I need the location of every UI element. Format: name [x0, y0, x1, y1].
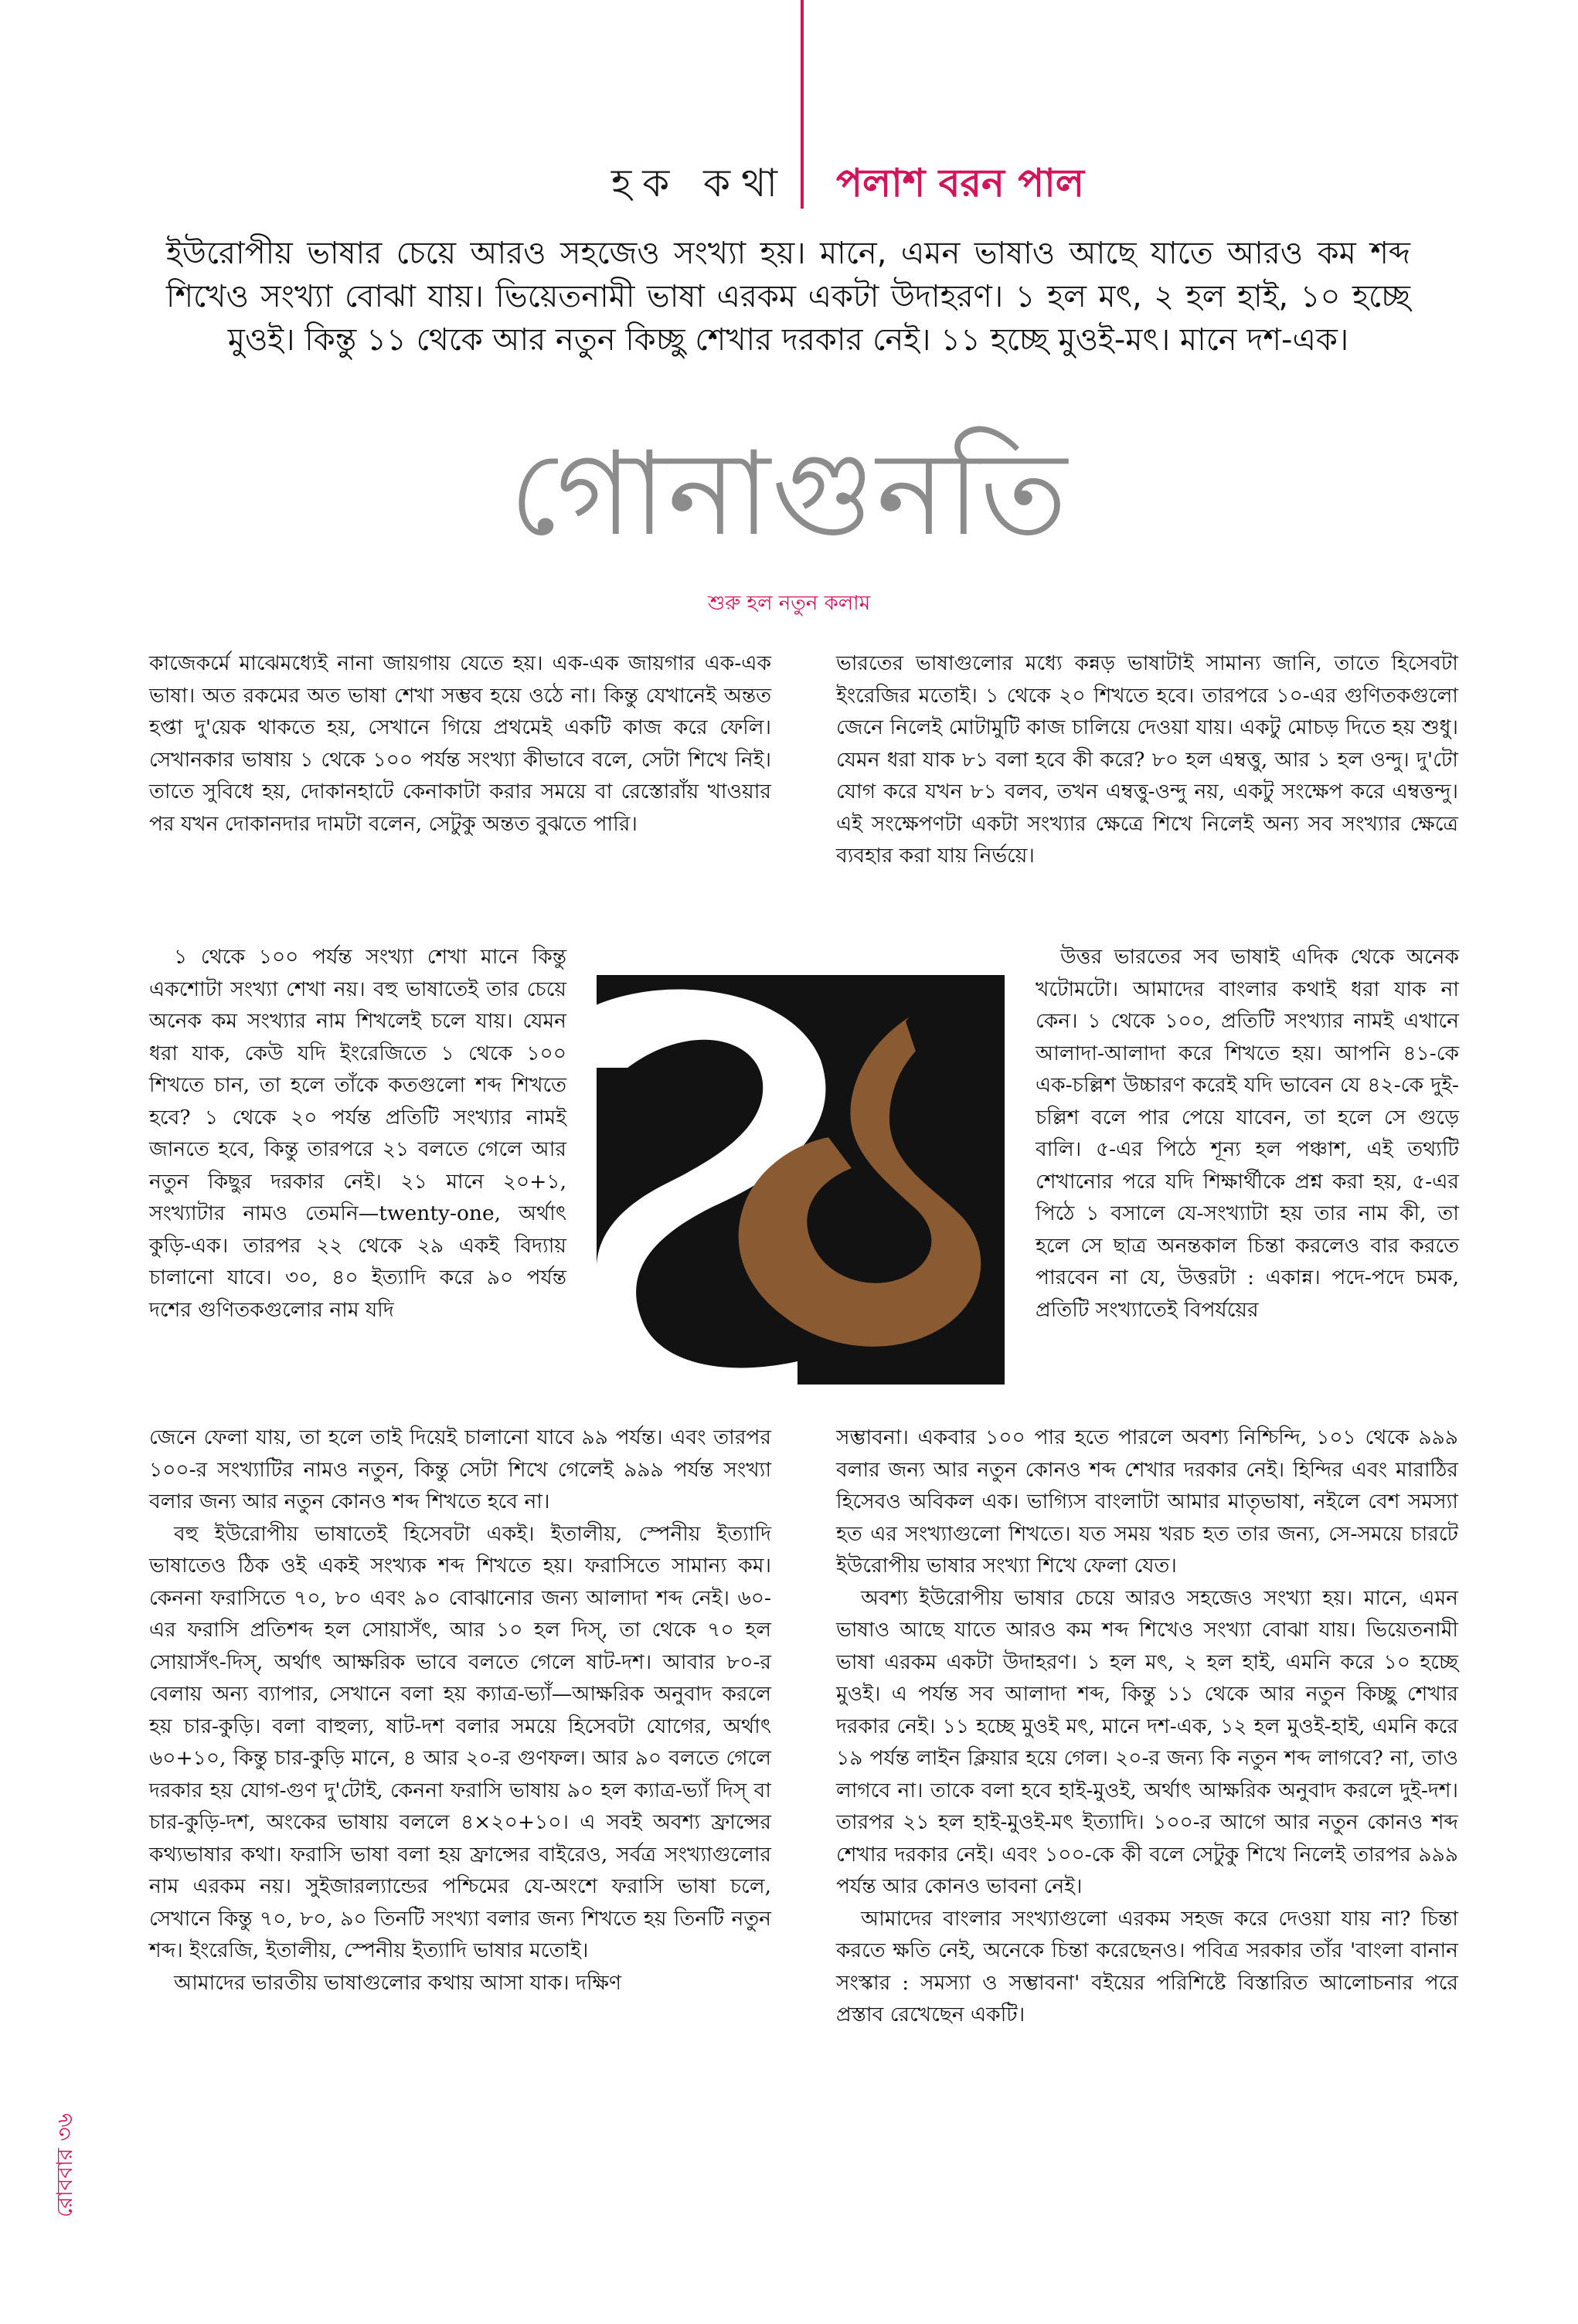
paragraph: কাজেকর্মে মাঝেমধ্যেই নানা জায়গায় যেতে হয়। এক-এক জায়গার এক-এক ভাষা। অত রকমের অত ভাষা শেখা সম্ভব হয়ে ওঠে না। কিন্তু যেখানেই অন্তত হপ্তা দু'য়েক থাকতে হয়, সেখানে গিয়ে প্রথমেই একটি কাজ করে ফেলি। সেখানকার ভাষায় ১ থেকে ১০০ পর্যন্ত সংখ্যা কীভাবে বলে, সেটা শিখে নিই। তাতে সুবিধে হয়, দোকানহাটে কেনাকাটা করার সময়ে বা রেস্তোরাঁয় খাওয়ার পর যখন দোকানদার দামটা বলেন, সেটুকু অন্তত বুঝতে পারি।: [149, 651, 771, 836]
folio-label: রোববার ৩৬: [52, 2113, 77, 2217]
paragraph: উত্তর ভারতের সব ভাষাই এদিক থেকে অনেক খটোমটো। আমাদের বাংলার কথাই ধরা যাক না কেন। ১ থেকে ১০০, প্রতিটি সংখ্যার নামই এখানে আলাদা-আলাদা করে শিখতে হয়। আপনি ৪১-কে এক-চল্লিশ উচ্চারণ করেই যদি ভাবেন যে ৪২-কে দুই-চল্লিশ বলে পার পেয়ে যাবেন, তা হলে সে গুড়ে বালি। ৫-এর পিঠে শূন্য হল পঞ্চাশ, এই তথ্যটি শেখানোর পরে যদি শিক্ষার্থীকে প্রশ্ন করা হয়, ৫-এর পিঠে ১ বসালে যে-সংখ্যাটা হয় তার নাম কী, তা হলে সে ছাত্র অনন্তকাল চিন্তা করলেও বার করতে পারবেন না যে, উত্তরটা : একান্ন। পদে-পদে চমক, প্রতিটি সংখ্যাতেই বিপর্যয়ের: [1036, 945, 1459, 1322]
bengali-numeral-22-graphic: [597, 975, 1005, 1385]
intro-blurb: ইউরোপীয় ভাষার চেয়ে আরও সহজেও সংখ্যা হয়। মানে, এমন ভাষাও আছে যাতে আরও কম শব্দ শিখেও সংখ্যা বোঝা যায়। ভিয়েতনামী ভাষা এরকম একটা উদাহরণ। ১ হল মৎ, ২ হল হাই, ১০ হচ্ছে মুওই। কিন্তু ১১ থেকে আর নতুন কিচ্ছু শেখার দরকার নেই। ১১ হচ্ছে মুওই-মৎ। মানে দশ-এক।: [166, 236, 1410, 358]
author-name: পলাশ বরন পাল: [836, 161, 1084, 206]
right-column-top: [836, 647, 1458, 872]
paragraph: বহু ইউরোপীয় ভাষাতেই হিসেবটা একই। ইতালীয়, স্পেনীয় ইত্যাদি ভাষাতেও ঠিক ওই একই সংখ্যক শব্দ শিখতে হয়। ফরাসিতে সামান্য কম। কেননা ফরাসিতে ৭০, ৮০ এবং ৯০ বোঝানোর জন্য আলাদা শব্দ নেই। ৬০-এর ফরাসি প্রতিশব্দ হল সোয়াসঁৎ, আর ১০ হল দিস্, তা থেকে ৭০ হল সোয়াসঁৎ-দিস্, অর্থাৎ আক্ষরিক ভাবে বলতে গেলে ষাট-দশ। আবার ৮০-র বেলায় অন্য ব্যাপার, সেখানে বলা হয় ক্যাত্র-ভ্যাঁ—আক্ষরিক অনুবাদ করলে হয় চার-কুড়ি। বলা বাহুল্য, ষাট-দশ বলার সময়ে হিসেবটা যোগের, অর্থাৎ ৬০+১০, কিন্তু চার-কুড়ি মানে, ৪ আর ২০-র গুণফল। আর ৯০ বলতে গেলে দরকার হয় যোগ-গুণ দু'টোই, কেননা ফরাসি ভাষায় ৯০ হল ক্যাত্র-ভ্যাঁ দিস্ বা চার-কুড়ি-দশ, অংকের ভাষায় বললে ৪×২০+১০। এ সবই অবশ্য ফ্রান্সের কথ্যভাষার কথা। ফরাসি ভাষা বলা হয় ফ্রান্সের বাইরেও, সর্বত্র সংখ্যাগুলোর নাম এরকম নয়। সুইজারল্যান্ডের পশ্চিমের যে-অংশে ফরাসি ভাষা চলে, সেখানে কিন্তু ৭০, ৮০, ৯০ তিনটি সংখ্যা বলার জন্য শিখতে হয় তিনটি নতুন শব্দ। ইংরেজি, ইতালীয়, স্পেনীয় ইত্যাদি ভাষার মতোই।: [149, 1521, 771, 1962]
page-folio: [45, 2071, 76, 2225]
left-column-bottom: [149, 1422, 771, 1999]
paragraph: অবশ্য ইউরোপীয় ভাষার চেয়ে আরও সহজেও সংখ্যা হয়। মানে, এমন ভাষাও আছে যাতে আরও কম শব্দ শিখেও সংখ্যা বোঝা যায়। ভিয়েতনামী ভাষা এরকম একটা উদাহরণ। ১ হল মৎ, ২ হল হাই, এমনি করে ১০ হচ্ছে মুওই। এ পর্যন্ত সব আলাদা শব্দ, কিন্তু ১১ থেকে আর নতুন কিচ্ছু শেখার দরকার নেই। ১১ হচ্ছে মুওই মৎ, মানে দশ-এক, ১২ হল মুওই-হাই, এমনি করে ১৯ পর্যন্ত লাইন ক্লিয়ার হয়ে গেল। ২০-র জন্য কি নতুন শব্দ লাগবে? না, তাও লাগবে না। তাকে বলা হবে হাই-মুওই, অর্থাৎ আক্ষরিক অনুবাদ করলে দুই-দশ। তারপর ২১ হল হাই-মুওই-মৎ ইত্যাদি। ১০০-র আগে আর নতুন কোনও শব্দ শেখার দরকার নেই। এবং ১০০-কে কী বলে সেটুকু শিখে নিলেই তারপর ৯৯৯ পর্যন্ত আর কোনও ভাবনা নেই।: [836, 1585, 1458, 1898]
header-divider: [801, 0, 804, 209]
paragraph: জেনে ফেলা যায়, তা হলে তাই দিয়েই চালানো যাবে ৯৯ পর্যন্ত। এবং তারপর ১০০-র সংখ্যাটির নামও নতুন, কিন্তু সেটা শিখে গেলেই ৯৯৯ পর্যন্ত সংখ্যা বলার জন্য আর নতুন কোনও শব্দ শিখতে হবে না।: [149, 1425, 771, 1514]
paragraph: আমাদের বাংলার সংখ্যাগুলো এরকম সহজ করে দেওয়া যায় না? চিন্তা করতে ক্ষতি নেই, অনেকে চিন্তা করেছেনও। পবিত্র সরকার তাঁর 'বাংলা বানান সংস্কার : সমস্যা ও সম্ভাবনা' বইয়ের পরিশিষ্টে বিস্তারিত আলোচনার পরে প্রস্তাব রেখেছেন একটি।: [836, 1906, 1458, 2027]
left-column-top: [149, 647, 771, 840]
article-headline: গোনাগুনতি: [509, 427, 1069, 562]
paragraph: ১ থেকে ১০০ পর্যন্ত সংখ্যা শেখা মানে কিন্তু একশোটা সংখ্যা শেখা নয়। বহু ভাষাতেই তার চেয়ে অনেক কম সংখ্যার নাম শিখলেই চলে যায়। যেমন ধরা যাক, কেউ যদি ইংরেজিতে ১ থেকে ১০০ শিখতে চান, তা হলে তাঁকে কতগুলো শব্দ শিখতে হবে? ১ থেকে ২০ পর্যন্ত প্রতিটি সংখ্যার নামই জানতে হবে, কিন্তু তারপরে ২১ বলতে গেলে আর নতুন কিছুর দরকার নেই। ২১ মানে ২০+১, সংখ্যাটার নামও তেমনি—twenty-one, অর্থাৎ কুড়ি-এক। তারপর ২২ থেকে ২৯ একই বিদ্যায় চালানো যাবে। ৩০, ৪০ ইত্যাদি করে ৯০ পর্যন্ত দশের গুণিতকগুলোর নাম যদি: [149, 945, 566, 1322]
right-column-bottom: [836, 1422, 1458, 2031]
numeral-graphic-icon: [597, 975, 1005, 1385]
paragraph: আমাদের ভারতীয় ভাষাগুলোর কথায় আসা যাক। দক্ষিণ: [174, 1970, 622, 1995]
article-subhead: শুরু হল নতুন কলাম: [707, 592, 871, 615]
column-title: হক কথা: [610, 161, 788, 206]
left-column-narrow: [149, 941, 566, 1326]
paragraph: সম্ভাবনা। একবার ১০০ পার হতে পারলে অবশ্য নিশ্চিন্দি, ১০১ থেকে ৯৯৯ বলার জন্য আর নতুন কোনও শব্দ শেখার দরকার নেই। হিন্দির এবং মারাঠির হিসেবও অবিকল এক। ভাগ্যিস বাংলাটা আমার মাতৃভাষা, নইলে বেশ সমস্যা হত এর সংখ্যাগুলো শিখতে। যত সময় খরচ হত তার জন্য, সে-সময়ে চারটে ইউরোপীয় ভাষার সংখ্যা শিখে ফেলা যেত।: [836, 1425, 1458, 1578]
paragraph: ভারতের ভাষাগুলোর মধ্যে কন্নড় ভাষাটাই সামান্য জানি, তাতে হিসেবটা ইংরেজির মতোই। ১ থেকে ২০ শিখতে হবে। তারপরে ১০-এর গুণিতকগুলো জেনে নিলেই মোটামুটি কাজ চালিয়ে দেওয়া যায়। একটু মোচড় দিতে হয় শুধু। যেমন ধরা যাক ৮১ বলা হবে কী করে? ৮০ হল এম্বত্তু, আর ১ হল ওন্দু। দু'টো যোগ করে যখন ৮১ বলব, তখন এম্বত্তু-ওন্দু নয়, একটু সংক্ষেপ করে এম্বত্তন্দু। এই সংক্ষেপণটা একটা সংখ্যার ক্ষেত্রে শিখে নিলেই অন্য সব সংখ্যার ক্ষেত্রে ব্যবহার করা যায় নির্ভয়ে।: [836, 651, 1458, 868]
right-column-narrow: [1036, 941, 1459, 1326]
